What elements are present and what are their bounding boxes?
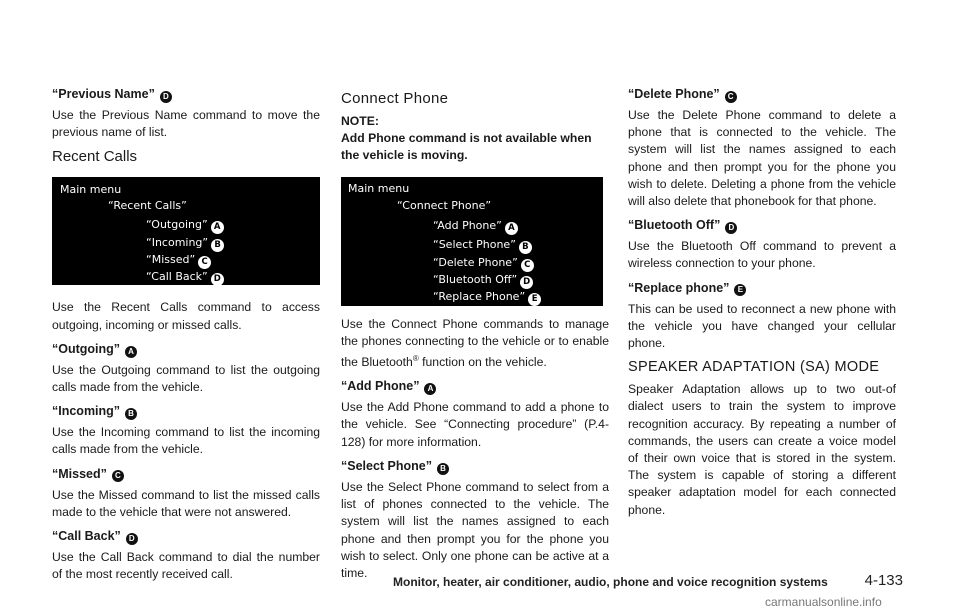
recent-calls-heading: Recent Calls — [52, 148, 138, 166]
callout-e-icon: E — [528, 293, 541, 306]
menu-title: “Recent Calls” — [108, 199, 187, 213]
menu-main-label: Main menu — [348, 181, 410, 195]
column-right — [628, 86, 896, 526]
incoming-heading: “Incoming” B — [52, 403, 320, 419]
page-footer — [393, 572, 903, 592]
speaker-adaptation-heading: SPEAKER ADAPTATION (SA) MODE — [628, 359, 880, 376]
menu-item-select-phone: “Select Phone” B — [433, 238, 532, 253]
add-phone-description: Use the Add Phone command to add a phone to the vehicle. See “Connecting procedure” (P.4-128) for more information. — [341, 400, 609, 449]
delete-phone-description: Use the Delete Phone command to delete a phone that is connected to the vehicle. The system will list the names assigned to each phone and then prompt you for the phone you wish to delete. Deleting a phone from the vehicle will also delete that phonebook for that phone. — [628, 108, 896, 209]
add-phone-heading: “Add Phone” A — [341, 378, 609, 394]
connect-phone-heading: Connect Phone — [341, 90, 449, 107]
connect-phone-description: Use the Connect Phone commands to manage the phones connecting to the vehicle or to enable the Bluetooth® function on the vehicle. — [341, 316, 609, 370]
incoming-description: Use the Incoming command to list the incoming calls made from the vehicle. — [52, 425, 320, 457]
menu-item-missed: “Missed” C — [146, 253, 211, 268]
outgoing-description: Use the Outgoing command to list the outgoing calls made from the vehicle. — [52, 362, 320, 395]
menu-item-bluetooth-off: “Bluetooth Off” D — [433, 273, 533, 288]
recent-calls-menu-diagram — [52, 177, 320, 285]
watermark: carmanualsonline.info — [765, 595, 882, 609]
callout-d-icon: D — [520, 276, 533, 289]
select-phone-heading: “Select Phone” B — [341, 458, 609, 474]
connect-phone-menu-diagram — [341, 177, 603, 306]
call-back-description: Use the Call Back command to dial the number of the most recently received call. — [52, 550, 320, 582]
outgoing-heading: “Outgoing” A — [52, 341, 320, 357]
menu-item-delete-phone: “Delete Phone” C — [433, 256, 534, 271]
callout-a-icon: A — [424, 383, 436, 395]
select-phone-description: Use the Select Phone command to select from a list of phones connected to the vehicle. The system will list the names assigned to each phone and then prompt you for the phone you wish to select. Only one phone can be active at a time. — [341, 479, 609, 580]
bluetooth-off-description: Use the Bluetooth Off command to prevent a wireless connection to your phone. — [628, 239, 896, 271]
callout-c-icon: C — [198, 256, 211, 269]
callout-b-icon: B — [125, 408, 137, 420]
call-back-heading: “Call Back” D — [52, 528, 320, 544]
previous-name-heading: “Previous Name” D — [52, 86, 320, 102]
replace-phone-description: This can be used to reconnect a new phone with the vehicle you have changed your cellular phone. — [628, 301, 896, 351]
callout-c-icon: C — [112, 470, 124, 482]
menu-main-label: Main menu — [60, 183, 122, 197]
missed-description: Use the Missed command to list the missed calls made to the vehicle that were not answered. — [52, 487, 320, 519]
callout-d-icon: D — [211, 273, 224, 286]
callout-e-icon: E — [734, 284, 746, 296]
missed-heading: “Missed” C — [52, 466, 320, 482]
callout-b-icon: B — [211, 239, 224, 252]
column-left — [52, 86, 320, 590]
menu-item-incoming: “Incoming” B — [146, 236, 224, 251]
menu-title: “Connect Phone” — [397, 198, 492, 212]
callout-b-icon: B — [519, 241, 532, 254]
previous-name-description: Use the Previous Name command to move the previous name of list. — [52, 108, 320, 140]
menu-item-outgoing: “Outgoing” A — [146, 218, 224, 233]
callout-a-icon: A — [211, 221, 224, 234]
callout-d-icon: D — [126, 533, 138, 545]
recent-calls-description: Use the Recent Calls command to access outgoing, incoming or missed calls. — [52, 300, 320, 332]
note-text: Add Phone command is not available when the vehicle is moving. — [341, 131, 592, 163]
note-block — [341, 113, 609, 165]
menu-item-add-phone: “Add Phone” A — [433, 219, 518, 234]
replace-phone-heading: “Replace phone” E — [628, 280, 896, 296]
callout-c-icon: C — [521, 259, 534, 272]
callout-a-icon: A — [125, 346, 137, 358]
callout-d-icon: D — [725, 222, 737, 234]
speaker-adaptation-description: Speaker Adaptation allows up to two out-of dialect users to train the system to improve recognition accuracy. By repeating a number of commands, the users can create a voice model of their own voice that is stored in the system. The system is capable of storing a different speaker adaptation model for each connected phone. — [628, 382, 896, 517]
callout-d-icon: D — [160, 91, 172, 103]
callout-b-icon: B — [437, 463, 449, 475]
callout-a-icon: A — [505, 222, 518, 235]
footer-section-title: Monitor, heater, air conditioner, audio, phone and voice recognition systems — [393, 575, 828, 589]
menu-item-replace-phone: “Replace Phone” E — [433, 290, 541, 305]
column-middle — [341, 86, 609, 589]
callout-c-icon: C — [725, 91, 737, 103]
bluetooth-off-heading: “Bluetooth Off” D — [628, 217, 896, 233]
delete-phone-heading: “Delete Phone” C — [628, 86, 896, 102]
page-number: 4-133 — [864, 572, 903, 589]
menu-item-call-back: “Call Back” D — [146, 270, 224, 285]
note-label: NOTE: — [341, 114, 379, 128]
